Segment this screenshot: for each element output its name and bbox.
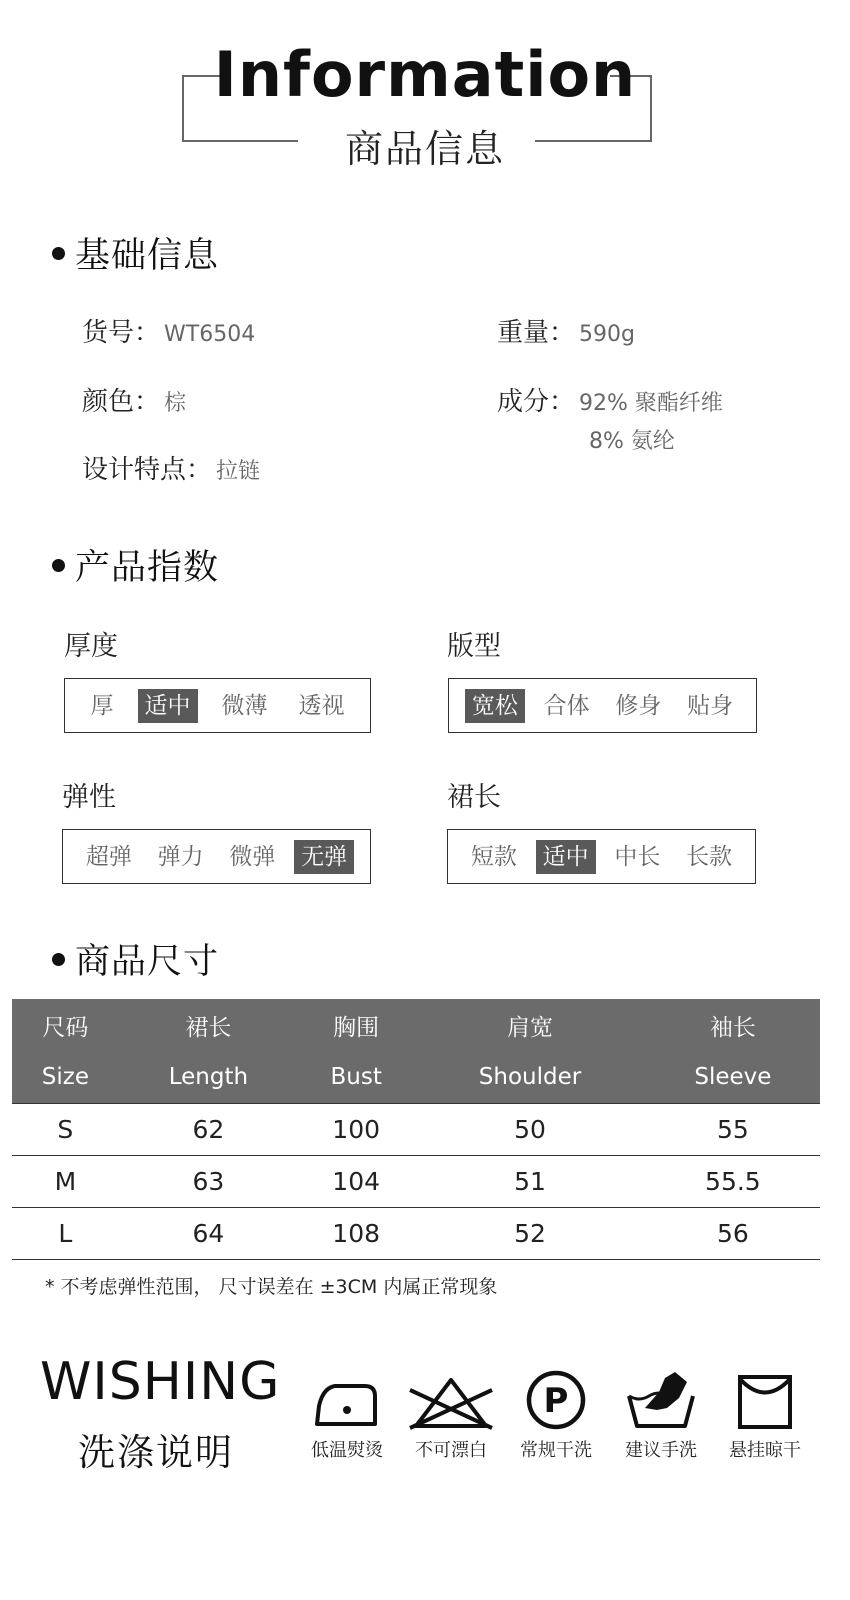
composition-line1: 92% 聚酯纤维 [579,391,723,416]
page-header [0,0,850,180]
care-item-dry-clean [501,1368,611,1462]
table-cell: 62 [119,1103,298,1155]
bullet-dot [52,953,65,966]
thickness-option: 厚 [90,692,114,719]
table-cell: 108 [298,1207,414,1259]
table-header-row-en [12,1051,820,1103]
fit-label: 版型 [447,631,501,662]
table-cell: 104 [298,1155,414,1207]
thickness-selector [64,678,371,733]
washing-subtitle: 洗涤说明 [78,1431,234,1474]
table-header-cell: 胸围 [298,999,414,1051]
size-note: * 不考虑弹性范围， 尺寸误差在 ±3CM 内属正常现象 [45,1276,498,1298]
section-title: 商品尺寸 [75,942,220,982]
composition-row [497,381,723,418]
no-bleach-icon [406,1372,496,1432]
skirt-length-option: 长款 [686,843,733,870]
composition-label: 成分： [497,387,576,417]
table-row [12,1103,820,1155]
table-cell: 63 [119,1155,298,1207]
section-product-index-heading [52,540,219,590]
skirt-length-selector [447,829,756,884]
svg-text:P: P [543,1381,569,1421]
section-title: 基础信息 [75,236,220,276]
hang-dry-icon [735,1372,795,1432]
item-number-row [82,312,255,349]
low-temp-iron-icon [309,1372,385,1432]
table-header-cell: Bust [298,1051,414,1103]
table-row [12,1155,820,1207]
weight-label: 重量： [497,318,576,348]
bullet-dot [52,247,65,260]
table-cell: 100 [298,1103,414,1155]
skirt-length-option: 短款 [470,843,517,870]
elasticity-option-selected: 无弹 [294,840,354,874]
care-item-iron [292,1372,402,1462]
fit-option-selected: 宽松 [465,689,525,723]
color-label: 颜色： [82,387,161,417]
fit-option: 合体 [543,692,590,719]
weight-row [497,312,635,349]
table-cell: 52 [414,1207,646,1259]
washing-title: WISHING [40,1352,281,1412]
table-header-cell: 裙长 [119,999,298,1051]
fit-option: 贴身 [687,692,734,719]
table-header-cell: 肩宽 [414,999,646,1051]
table-header-cell: Length [119,1051,298,1103]
weight-value: 590g [579,322,635,347]
fit-selector [448,678,757,733]
bullet-dot [52,559,65,572]
care-label: 常规干洗 [520,1440,592,1461]
design-value: 拉链 [216,459,261,484]
care-item-hang-dry [710,1372,820,1462]
thickness-label: 厚度 [64,631,118,662]
table-cell: 64 [119,1207,298,1259]
section-title: 产品指数 [75,548,220,588]
page-title: Information [213,38,637,111]
section-basic-info-heading [52,228,219,278]
care-label: 建议手洗 [625,1440,697,1461]
table-cell: 55 [646,1103,820,1155]
thickness-option-selected: 适中 [138,689,198,723]
table-header-cell: Sleeve [646,1051,820,1103]
elasticity-option: 微弹 [229,843,276,870]
table-row [12,1207,820,1259]
care-item-hand-wash [606,1368,716,1462]
elasticity-option: 弹力 [157,843,204,870]
skirt-length-option: 中长 [614,843,661,870]
table-header-cell: Size [12,1051,119,1103]
table-cell: 50 [414,1103,646,1155]
table-header-cell: 袖长 [646,999,820,1051]
color-value: 棕 [164,391,187,416]
hand-wash-icon [623,1368,699,1432]
elasticity-option: 超弹 [85,843,132,870]
care-item-no-bleach [396,1372,506,1462]
thickness-option: 透视 [298,692,345,719]
section-size-heading [52,934,219,984]
skirt-length-label: 裙长 [447,782,501,813]
page-subtitle: 商品信息 [344,127,505,171]
care-label: 低温熨烫 [311,1440,383,1461]
elasticity-label: 弹性 [62,782,116,813]
dry-clean-p-icon [523,1368,589,1432]
table-cell: M [12,1155,119,1207]
composition-line2: 8% 氨纶 [589,429,675,454]
table-cell: 56 [646,1207,820,1259]
care-label: 不可漂白 [415,1440,487,1461]
item-number-value: WT6504 [164,322,256,347]
skirt-length-option-selected: 适中 [536,840,596,874]
color-row [82,381,186,418]
care-label: 悬挂晾干 [729,1440,801,1461]
design-row [82,449,260,486]
size-table [12,999,820,1260]
table-header-cell: Shoulder [414,1051,646,1103]
thickness-option: 微薄 [221,692,268,719]
table-cell: 51 [414,1155,646,1207]
table-cell: S [12,1103,119,1155]
table-cell: 55.5 [646,1155,820,1207]
design-label: 设计特点： [82,455,213,485]
table-cell: L [12,1207,119,1259]
table-header-cell: 尺码 [12,999,119,1051]
item-number-label: 货号： [82,318,161,348]
table-header-row-cn [12,999,820,1051]
fit-option: 修身 [615,692,662,719]
elasticity-selector [62,829,371,884]
